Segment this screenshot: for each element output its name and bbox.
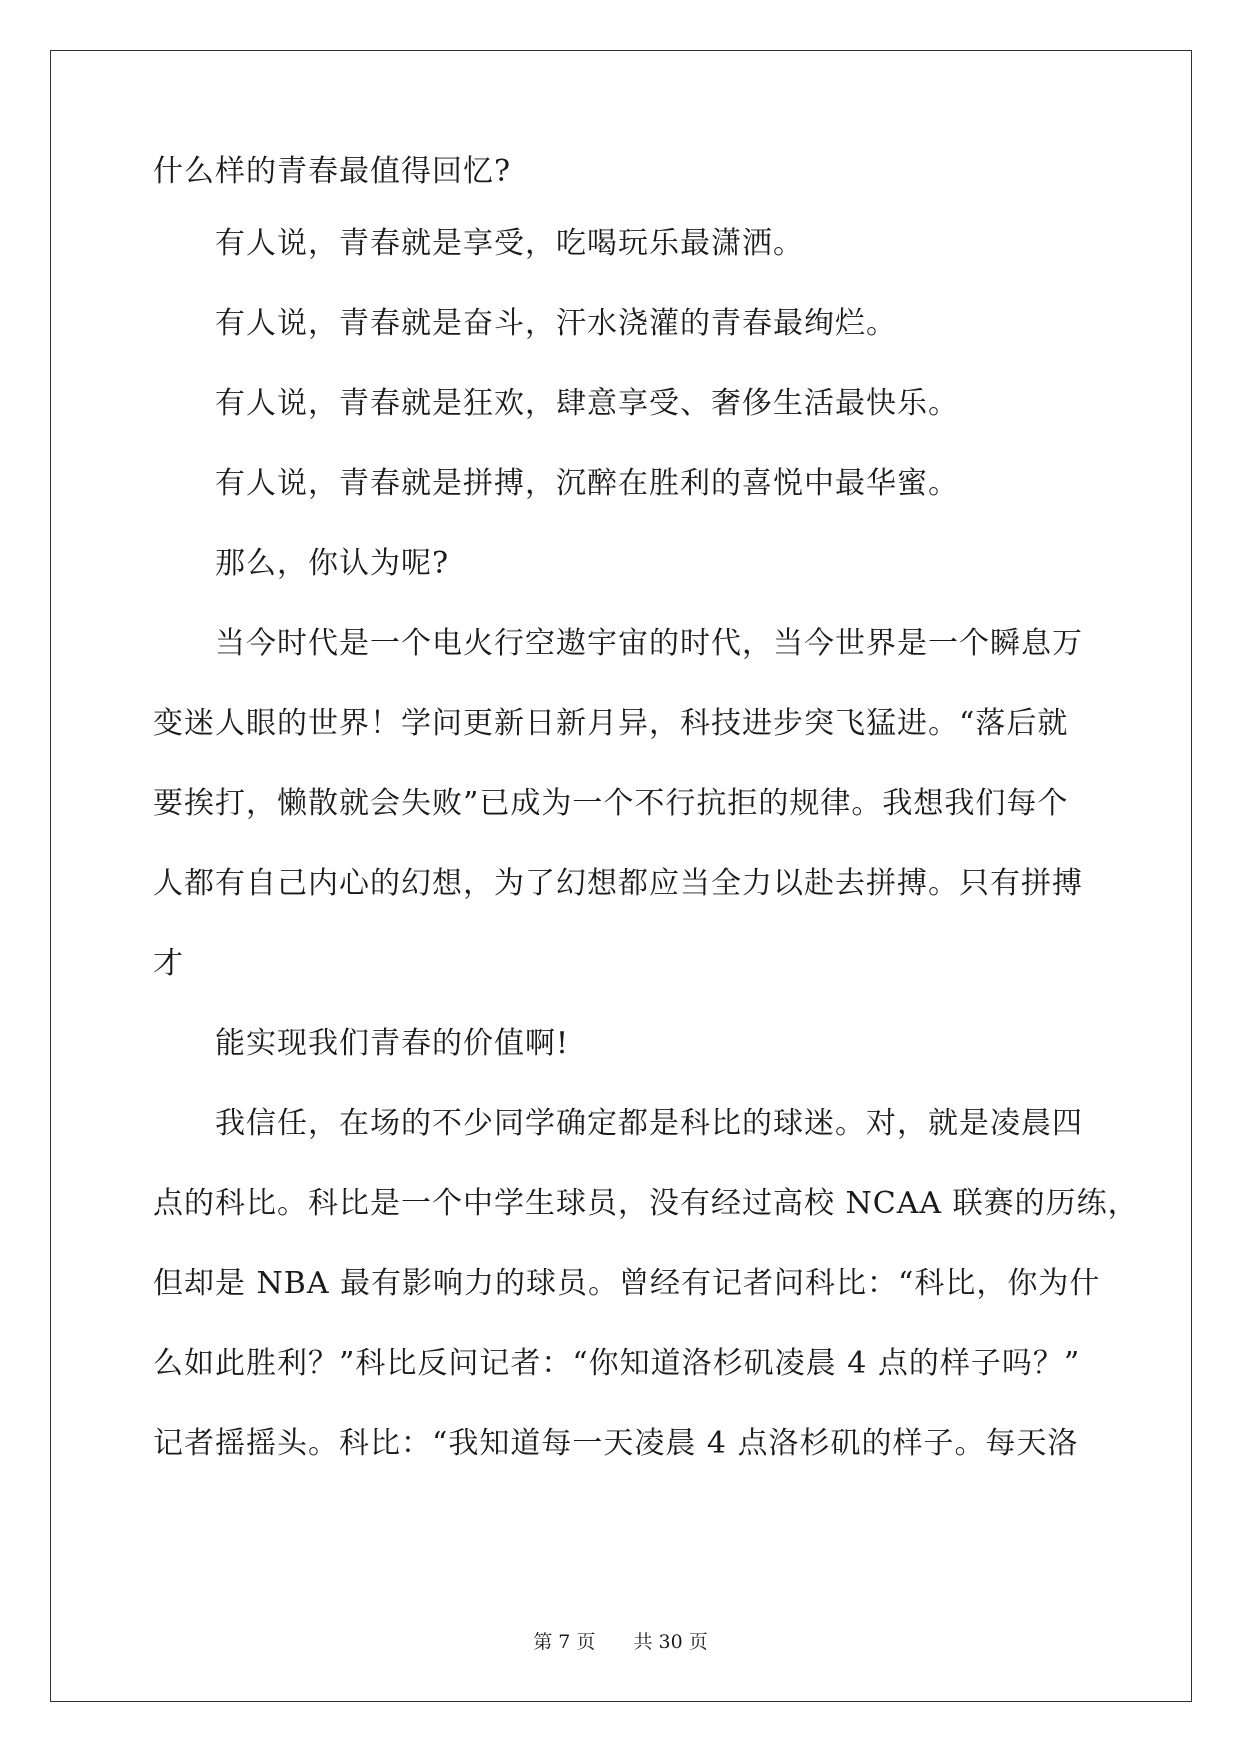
text-line: 我信任，在场的不少同学确定都是科比的球迷。对，就是凌晨四 (215, 1106, 1083, 1141)
page-footer (0, 1630, 1241, 1654)
text-line: 么如此胜利？”科比反问记者：“你知道洛杉矶凌晨 4 点的样子吗？” (153, 1346, 1081, 1381)
page-number: 第 7 页 (533, 1631, 596, 1653)
text-line: 那么，你认为呢? (215, 546, 450, 581)
text-line: 变迷人眼的世界！学问更新日新月异，科技进步突飞猛进。“落后就 (153, 706, 1069, 741)
text-line: 点的科比。科比是一个中学生球员，没有经过高校 NCAA 联赛的历练， (153, 1186, 1139, 1221)
text-line: 但却是 NBA 最有影响力的球员。曾经有记者问科比：“科比，你为什 (153, 1266, 1101, 1301)
text-line: 要挨打，懒散就会失败”已成为一个不行抗拒的规律。我想我们每个 (153, 786, 1069, 821)
text-line: 能实现我们青春的价值啊! (215, 1026, 570, 1061)
text-line: 有人说，青春就是享受，吃喝玩乐最潇洒。 (215, 226, 804, 261)
text-line: 有人说，青春就是奋斗，汗水浇灌的青春最绚烂。 (215, 306, 897, 341)
text-line: 有人说，青春就是狂欢，肆意享受、奢侈生活最快乐。 (215, 386, 959, 421)
page-total: 共 30 页 (633, 1631, 708, 1653)
text-line: 有人说，青春就是拼搏，沉醉在胜利的喜悦中最华蜜。 (215, 466, 959, 501)
text-line: 才 (153, 946, 184, 981)
text-line: 当今时代是一个电火行空遨宇宙的时代，当今世界是一个瞬息万 (215, 626, 1083, 661)
text-line: 记者摇摇头。科比：“我知道每一天凌晨 4 点洛杉矶的样子。每天洛 (153, 1426, 1079, 1461)
text-line: 什么样的青春最值得回忆? (153, 154, 512, 189)
text-line: 人都有自己内心的幻想，为了幻想都应当全力以赴去拼搏。只有拼搏 (153, 866, 1083, 901)
